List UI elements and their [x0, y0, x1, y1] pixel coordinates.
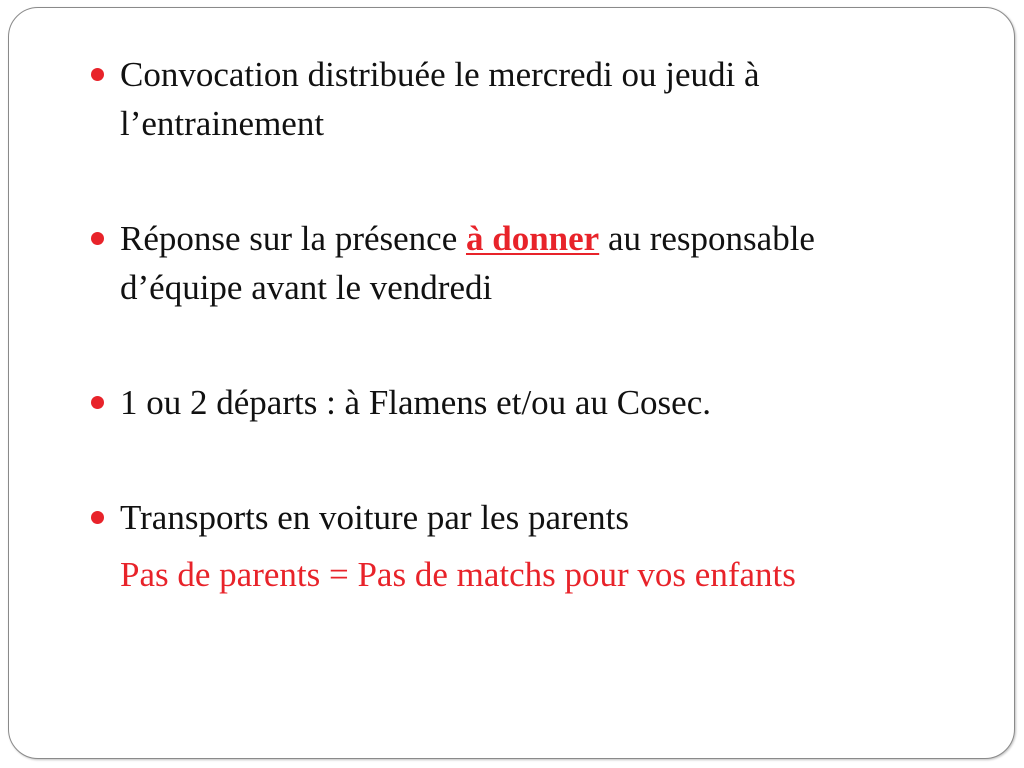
bullet-text: Transports en voiture par les parents — [120, 498, 630, 537]
bullet-item-transports — [87, 493, 917, 599]
bullet-list — [87, 50, 917, 599]
bullet-dot-icon — [91, 511, 104, 524]
warning-subline: Pas de parents = Pas de matchs pour vos enfants — [120, 555, 796, 594]
bullet-dot-icon — [91, 232, 104, 245]
bullet-dot-icon — [91, 396, 104, 409]
bullet-item-reponse — [87, 214, 917, 312]
emphasis-text: à donner — [465, 219, 600, 258]
bullet-item-departs — [87, 378, 917, 427]
bullet-text: Convocation distribuée le mercredi ou jeudi à l’entrainement — [120, 55, 760, 143]
bullet-text-before: Réponse sur la présence — [120, 219, 466, 258]
bullet-text: 1 ou 2 départs : à Flamens et/ou au Cosec. — [120, 383, 711, 422]
bullet-text-after: au responsable d’équipe avant le vendredi — [120, 219, 815, 307]
bullet-dot-icon — [91, 68, 104, 81]
bullet-item-convocation — [87, 50, 917, 148]
slide — [8, 7, 1015, 759]
